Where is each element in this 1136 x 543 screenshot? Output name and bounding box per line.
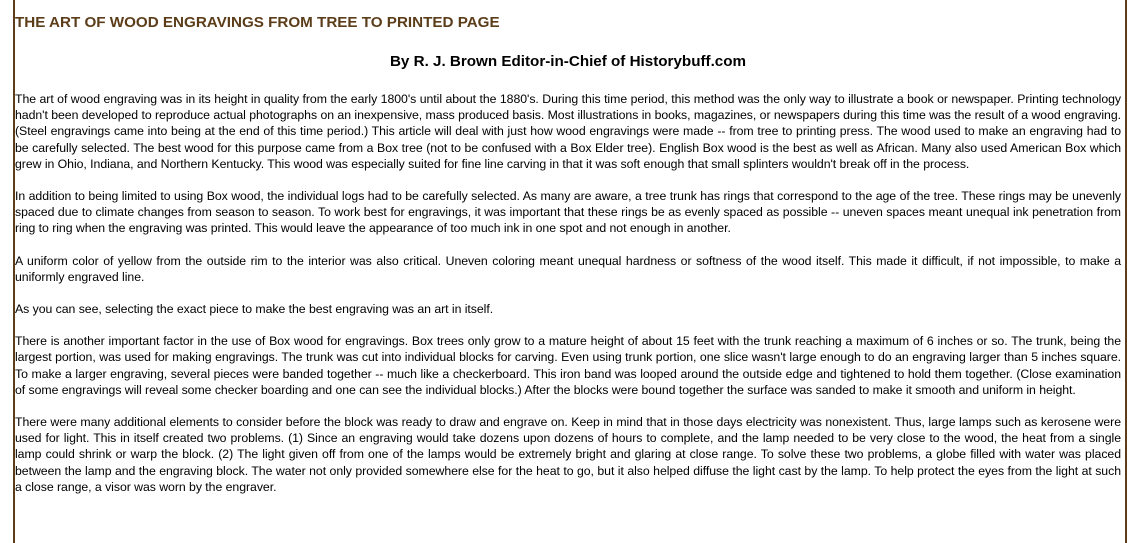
- article-paragraph-6: There were many additional elements to consider before the block was ready to draw and engrave on. Keep in mind that in those days electricity was nonexistent. Thus, large lamps such as kerosene were used for light. This in itself created two problems. (1) Since an engraving would take dozens upon dozens of hours to complete, and the lamp needed to be very close to the wood, the heat from a single lamp could shrink or warp the block. (2) The light given off from one of the lamps would be extremely bright and glaring at close range. To solve these two problems, a globe filled with water was placed between the lamp and the engraving block. The water not only provided somewhere else for the heat to go, but it also helped diffuse the light cast by the lamp. To help protect the eyes from the light at such a close range, a visor was worn by the engraver.: [15, 415, 1121, 494]
- article-title: THE ART OF WOOD ENGRAVINGS FROM TREE TO PRINTED PAGE: [15, 14, 500, 31]
- article-byline: By R. J. Brown Editor-in-Chief of Historybuff.com: [389, 53, 747, 70]
- article-paragraph-5: There is another important factor in the use of Box wood for engravings. Box trees only grow to a mature height of about 15 feet with the trunk reaching a maximum of 6 inches or so. The trunk, being the largest portion, was used for making engravings. The trunk was cut into individual blocks for carving. Even using trunk portion, one slice wasn't large enough to do an engraving larger than 5 inches square. To make a larger engraving, several pieces were banded together -- much like a checkerboard. This iron band was looped around the outside edge and tightened to hold them together. (Close examination of some engravings will reveal some checker boarding and one can see the individual blocks.) After the blocks were bound together the surface was sanded to make it smooth and uniform in height.: [15, 334, 1121, 397]
- article-frame: [13, 0, 1127, 543]
- article-paragraph-4: As you can see, selecting the exact piece to make the best engraving was an art in itself.: [15, 302, 494, 317]
- article-paragraph-1: The art of wood engraving was in its height in quality from the early 1800's until about the 1880's. During this time period, this method was the only way to illustrate a book or newspaper. Printing technology hadn't been developed to reproduce actual photographs on an inexpensive, mass produced basis. Most illustrations in books, magazines, or newspapers during this time was the result of a wood engraving. (Steel engravings came into being at the end of this time period.) This article will deal with just how wood engravings were made -- from tree to printing press. The wood used to make an engraving had to be carefully selected. The best wood for this purpose came from a Box tree (not to be confused with a Box Elder tree). English Box wood is the best as well as African. Many also used American Box which grew in Ohio, Indiana, and Northern Kentucky. This wood was especially suited for fine line carving in that it was soft enough that small splinters wouldn't break off in the process.: [15, 92, 1121, 171]
- article-body: [15, 14, 1125, 495]
- article-paragraph-3: A uniform color of yellow from the outside rim to the interior was also critical. Uneven coloring meant unequal hardness or softness of the wood itself. This made it difficult, if not impossible, to make a uniformly engraved line.: [15, 253, 1121, 284]
- article-paragraph-2: In addition to being limited to using Box wood, the individual logs had to be carefully selected. As many are aware, a tree trunk has rings that correspond to the age of the tree. These rings may be unevenly spaced due to climate changes from season to season. To work best for engravings, it was important that these rings be as evenly spaced as possible -- uneven spaces meant unequal ink penetration from ring to ring when the engraving was printed. This would leave the appearance of too much ink in one spot and not enough in another.: [15, 189, 1121, 236]
